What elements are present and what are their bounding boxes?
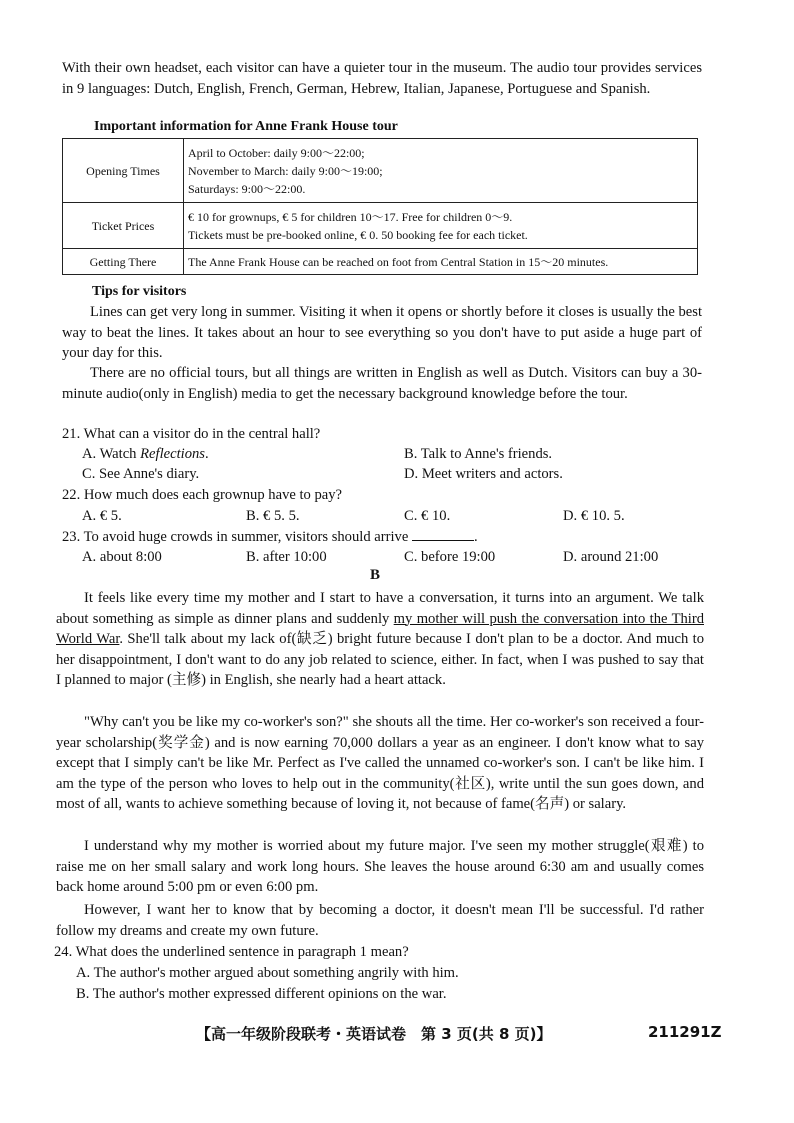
question-22-option-c: C. € 10. [404,508,451,524]
question-23-option-a: A. about 8:00 [82,549,162,565]
table-line: Saturdays: 9:00～22:00. [188,181,306,196]
tips-heading: Tips for visitors [92,284,187,299]
footer-code: 211291Z [648,1023,722,1041]
table-line: Tickets must be pre-booked online, € 0. 50 booking fee for each ticket. [188,227,528,242]
table-row-content [184,203,698,249]
info-table [62,138,698,275]
question-23-option-d: D. around 21:00 [563,549,659,565]
tips-paragraph: There are no official tours, but all things are written in English as well as Dutch. Visitors can buy a 30-minute audio(only in English) media to get the necessary background knowledge before the tour. [62,365,702,402]
table-row-label: Opening Times [63,139,184,203]
question-22-option-d: D. € 10. 5. [563,508,625,524]
question-21-option-c: C. See Anne's diary. [82,466,200,482]
answer-blank [412,526,474,541]
question-24-stem: 24. What does the underlined sentence in paragraph 1 mean? [54,944,409,960]
question-21-option-a: A. Watch Reflections. [82,446,209,462]
table-line: April to October: daily 9:00～22:00; [188,145,365,160]
table-row-content [184,249,698,275]
question-22-option-a: A. € 5. [82,508,122,524]
question-22-option-b: B. € 5. 5. [246,508,300,524]
table-line: The Anne Frank House can be reached on foot from Central Station in 15～20 minutes. [188,254,609,269]
table-row [63,249,698,275]
question-22-stem: 22. How much does each grownup have to pay? [62,487,343,503]
question-21-option-d: D. Meet writers and actors. [404,466,563,482]
section-b-heading: B [370,567,381,583]
footer-title: 【高一年级阶段联考・英语试卷 第 3 页(共 8 页)】 [196,1025,552,1043]
passage-b-paragraph-4: However, I want her to know that by becoming a doctor, it doesn't mean I'll be successful. I'd rather follow my dreams and create my own future. [56,902,704,939]
table-line: November to March: daily 9:00～19:00; [188,163,383,178]
table-row [63,203,698,249]
tips-paragraph: Lines can get very long in summer. Visiting it when it opens or shortly before it closes is usually the best way to beat the lines. It takes about an hour to see everything so you don't have to put aside a huge part of your day for this. [62,304,702,362]
question-21-option-b: B. Talk to Anne's friends. [404,446,553,462]
question-23-stem: 23. To avoid huge crowds in summer, visitors should arrive . [62,526,478,547]
question-23-option-b: B. after 10:00 [246,549,327,565]
question-23-option-c: C. before 19:00 [404,549,496,565]
passage-b-paragraph-2: "Why can't you be like my co-worker's son?" she shouts all the time. Her co-worker's son received a four-year scholarship(奖学金) and is now earning 70,000 dollars a year as an engineer. I don't know what to say except that I simply can't be like Mr. Perfect as I've called the unnamed co-worker's son. I can't be like him. I am the type of the person who loves to help out in the community(社区), write until the sun goes down, and most of all, wants to achieve something because of loving it, not because of fame(名声) or salary. [56,714,704,813]
intro-paragraph: With their own headset, each visitor can have a quieter tour in the museum. The audio tour provides services in 9 languages: Dutch, English, French, German, Hebrew, Italian, Japanese, Portuguese and Spanish. [62,60,702,97]
question-24-option-b: B. The author's mother expressed different opinions on the war. [76,986,447,1002]
question-21-stem: 21. What can a visitor do in the central hall? [62,426,321,442]
table-row-label: Getting There [63,249,184,275]
passage-b-paragraph-3: I understand why my mother is worried about my future major. I've seen my mother struggle(艰难) to raise me on her small salary and work long hours. She leaves the house around 6:30 am and usually comes back home around 5:00 pm or even 6:00 pm. [56,838,704,896]
table-line: € 10 for grownups, € 5 for children 10～17. Free for children 0～9. [188,209,513,224]
underlined-sentence: my mother will push the conversation into the Third World War [56,610,704,648]
table-row [63,139,698,203]
table-title: Important information for Anne Frank House tour [94,119,398,134]
table-row-label: Ticket Prices [63,203,184,249]
table-row-content [184,139,698,203]
passage-b-paragraph-1: It feels like every time my mother and I start to have a conversation, it turns into an argument. We talk about something as simple as dinner plans and suddenly my mother will push the conversation into the Third World War. She'll talk about my lack of(缺乏) bright future because I don't plan to be a doctor. And much to her disappointment, I don't want to do any job related to science, either. In fact, when I was pushed to say that I planned to major (主修) in English, she nearly had a heart attack. [56,590,705,689]
question-24-option-a: A. The author's mother argued about something angrily with him. [76,965,459,981]
